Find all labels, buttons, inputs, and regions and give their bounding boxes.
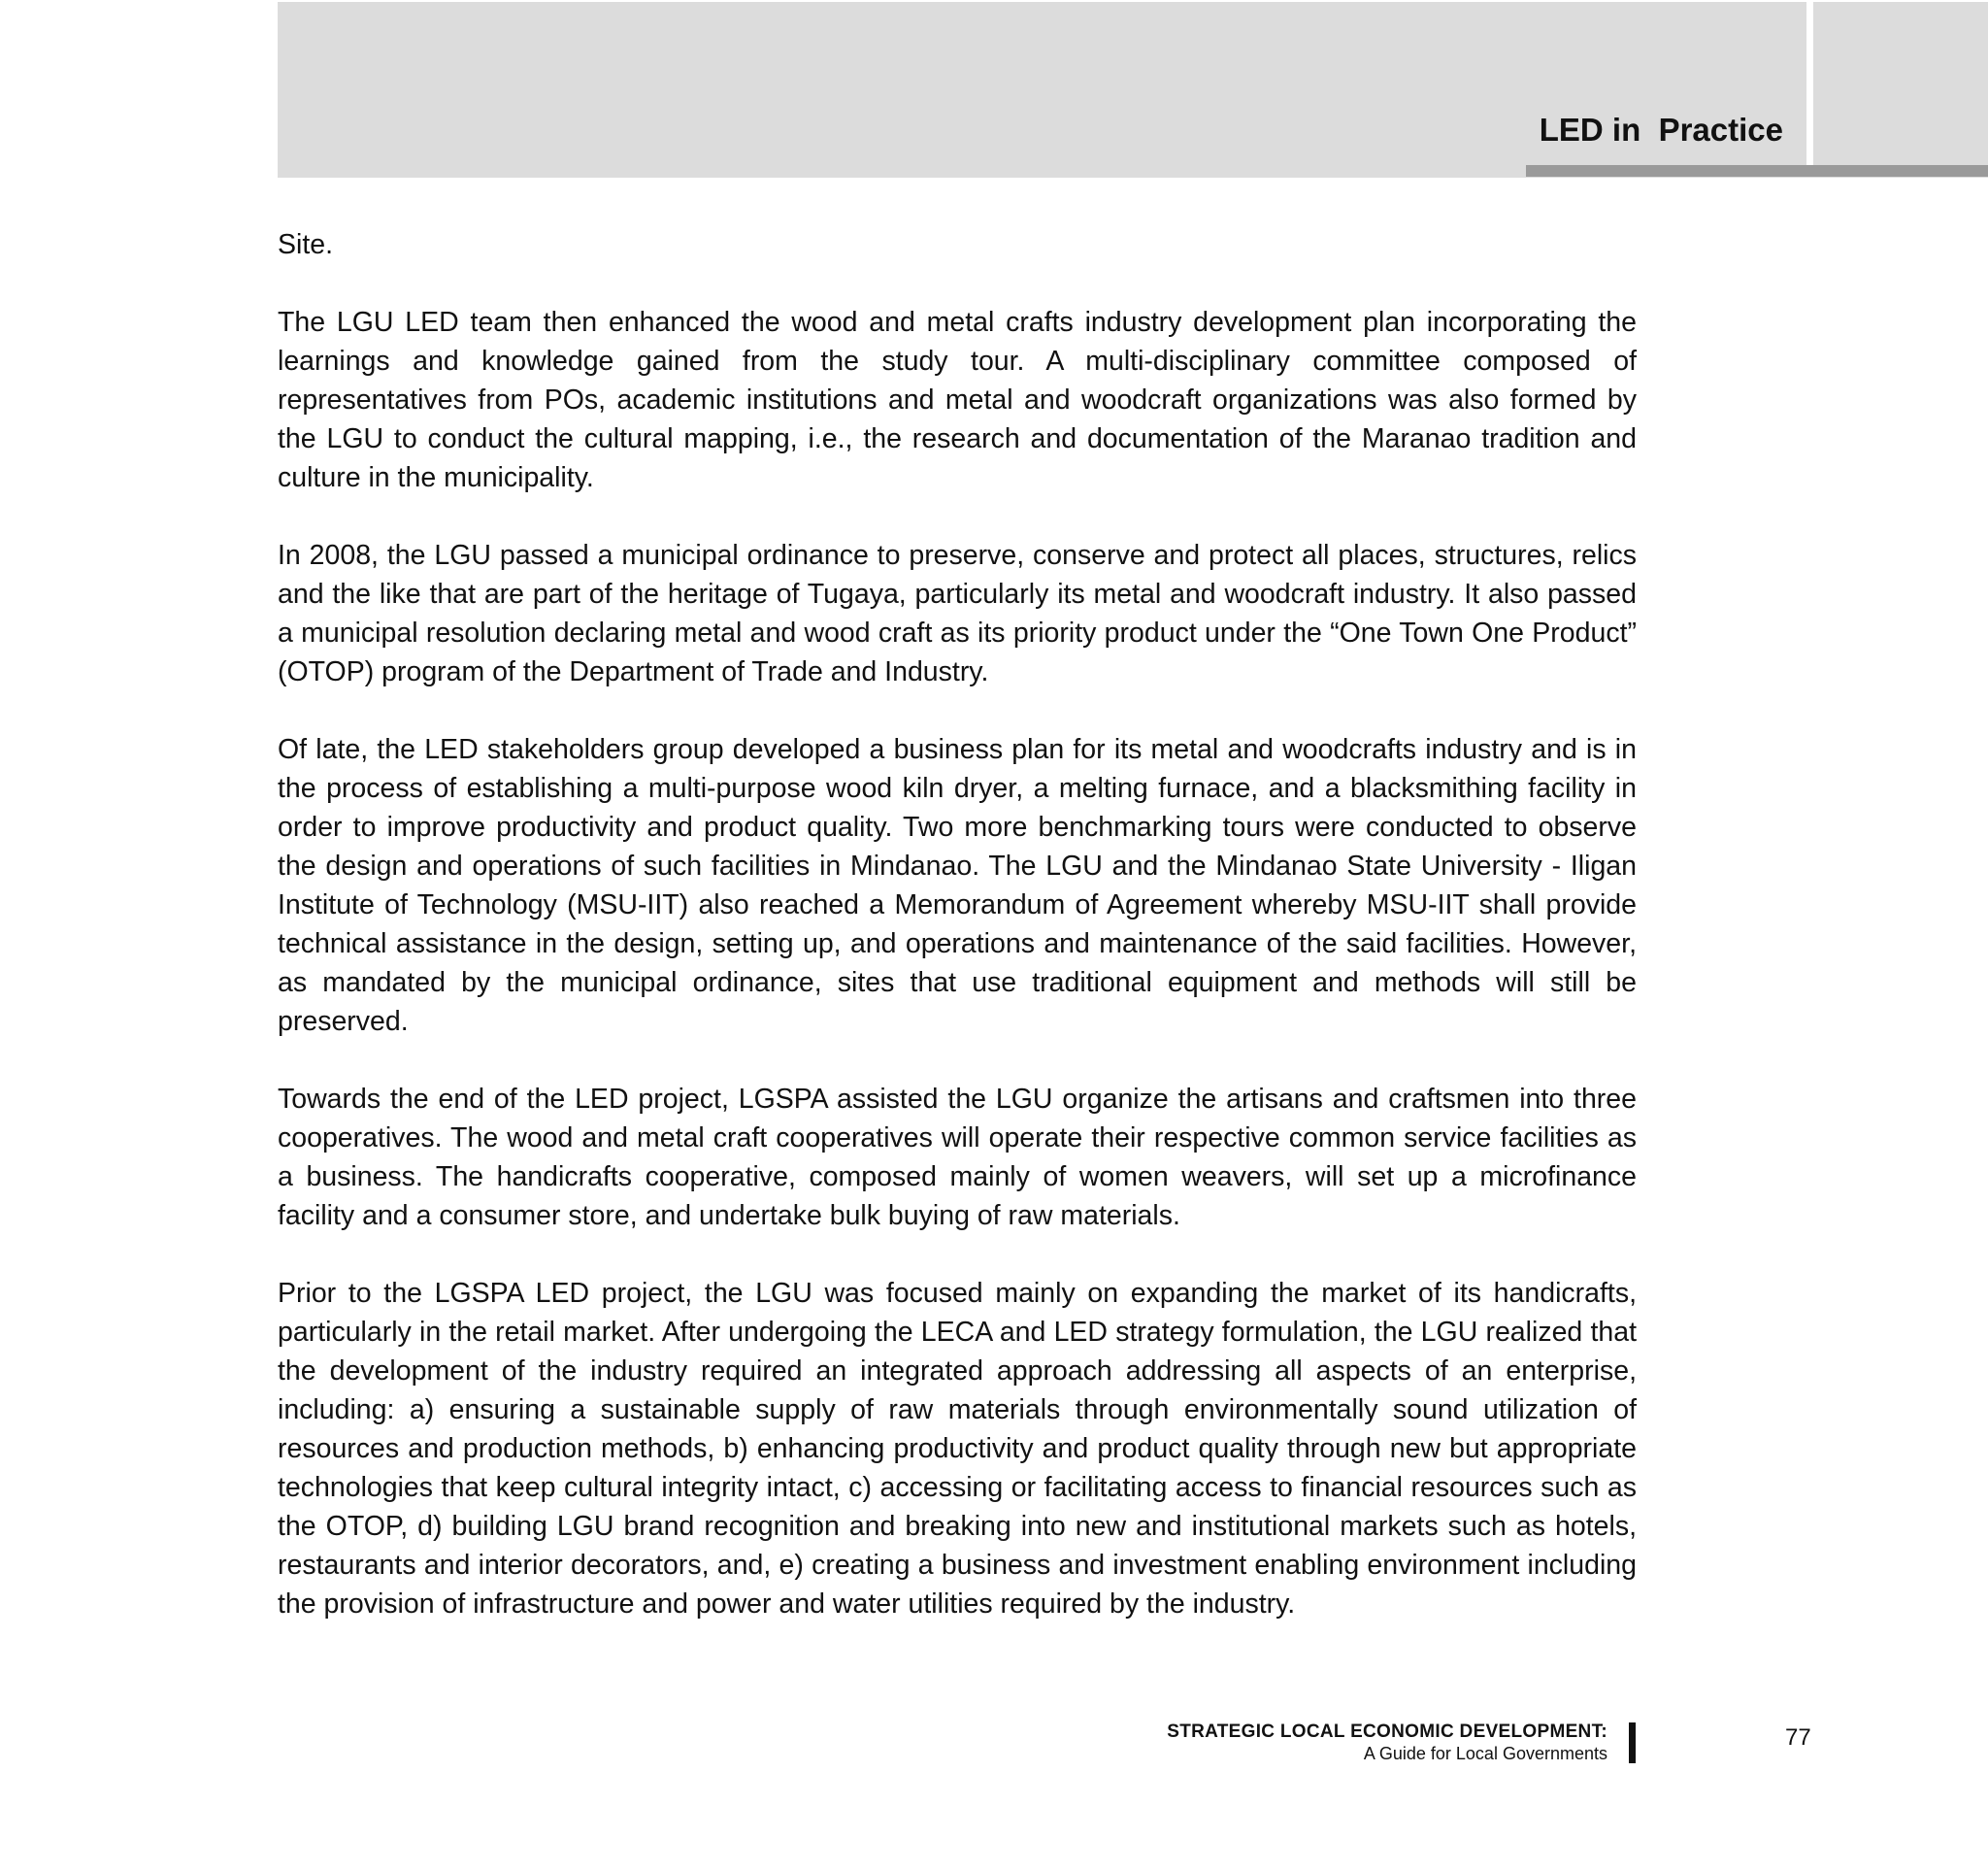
- header-underbar: [1526, 165, 1988, 177]
- paragraph-ordinance: In 2008, the LGU passed a municipal ordinance to preserve, conserve and protect all places, structures, relics and the like that are part of the heritage of Tugaya, particularly its metal and woodcraft industry. It also passed a municipal resolution declaring metal and wood craft as its priority product under the “One Town One Product” (OTOP) program of the Department of Trade and Industry.: [278, 540, 1637, 687]
- footer-subtitle: A Guide for Local Governments: [1363, 1744, 1607, 1763]
- body-text: [278, 225, 1637, 1662]
- page-number: 77: [1785, 1724, 1811, 1751]
- footer-book-title: [1167, 1722, 1607, 1764]
- header-band: [278, 2, 1988, 178]
- paragraph-continuation: Site.: [278, 229, 334, 260]
- footer-title: STRATEGIC LOCAL ECONOMIC DEVELOPMENT:: [1167, 1722, 1607, 1742]
- header-divider: [1806, 2, 1813, 165]
- paragraph-cultural-mapping: The LGU LED team then enhanced the wood and metal crafts industry development plan incorporating the learnings and knowledge gained from the study tour. A multi-disciplinary committee composed of representatives from POs, academic institutions and metal and woodcraft organizations was also formed by the LGU to conduct the cultural mapping, i.e., the research and documentation of the Maranao tradition and culture in the municipality.: [278, 307, 1637, 493]
- footer-divider-bar: [1629, 1722, 1636, 1763]
- paragraph-cooperatives: Towards the end of the LED project, LGSPA assisted the LGU organize the artisans and craftsmen into three cooperatives. The wood and metal craft cooperatives will operate their respective common service facilities as a business. The handicrafts cooperative, composed mainly of women weavers, will set up a microfinance facility and a consumer store, and undertake bulk buying of raw materials.: [278, 1084, 1637, 1231]
- section-title: LED in Practice: [1539, 112, 1783, 148]
- paragraph-business-plan: Of late, the LED stakeholders group developed a business plan for its metal and woodcrafts industry and is in the process of establishing a multi-purpose wood kiln dryer, a melting furnace, and a blacksmithing facility in order to improve productivity and product quality. Two more benchmarking tours were conducted to observe the design and operations of such facilities in Mindanao. The LGU and the Mindanao State University - Iligan Institute of Technology (MSU-IIT) also reached a Memorandum of Agreement whereby MSU-IIT shall provide technical assistance in the design, setting up, and operations and maintenance of the said facilities. However, as mandated by the municipal ordinance, sites that use traditional equipment and methods will still be preserved.: [278, 734, 1637, 1037]
- paragraph-integrated-approach: Prior to the LGSPA LED project, the LGU was focused mainly on expanding the market of its handicrafts, particularly in the retail market. After undergoing the LECA and LED strategy formulation, the LGU realized that the development of the industry required an integrated approach addressing all aspects of an enterprise, including: a) ensuring a sustainable supply of raw materials through environmentally sound utilization of resources and production methods, b) enhancing productivity and product quality through new but appropriate technologies that keep cultural integrity intact, c) accessing or facilitating access to financial resources such as the OTOP, d) building LGU brand recognition and breaking into new and institutional markets such as hotels, restaurants and interior decorators, and, e) creating a business and investment enabling environment including the provision of infrastructure and power and water utilities required by the industry.: [278, 1278, 1637, 1620]
